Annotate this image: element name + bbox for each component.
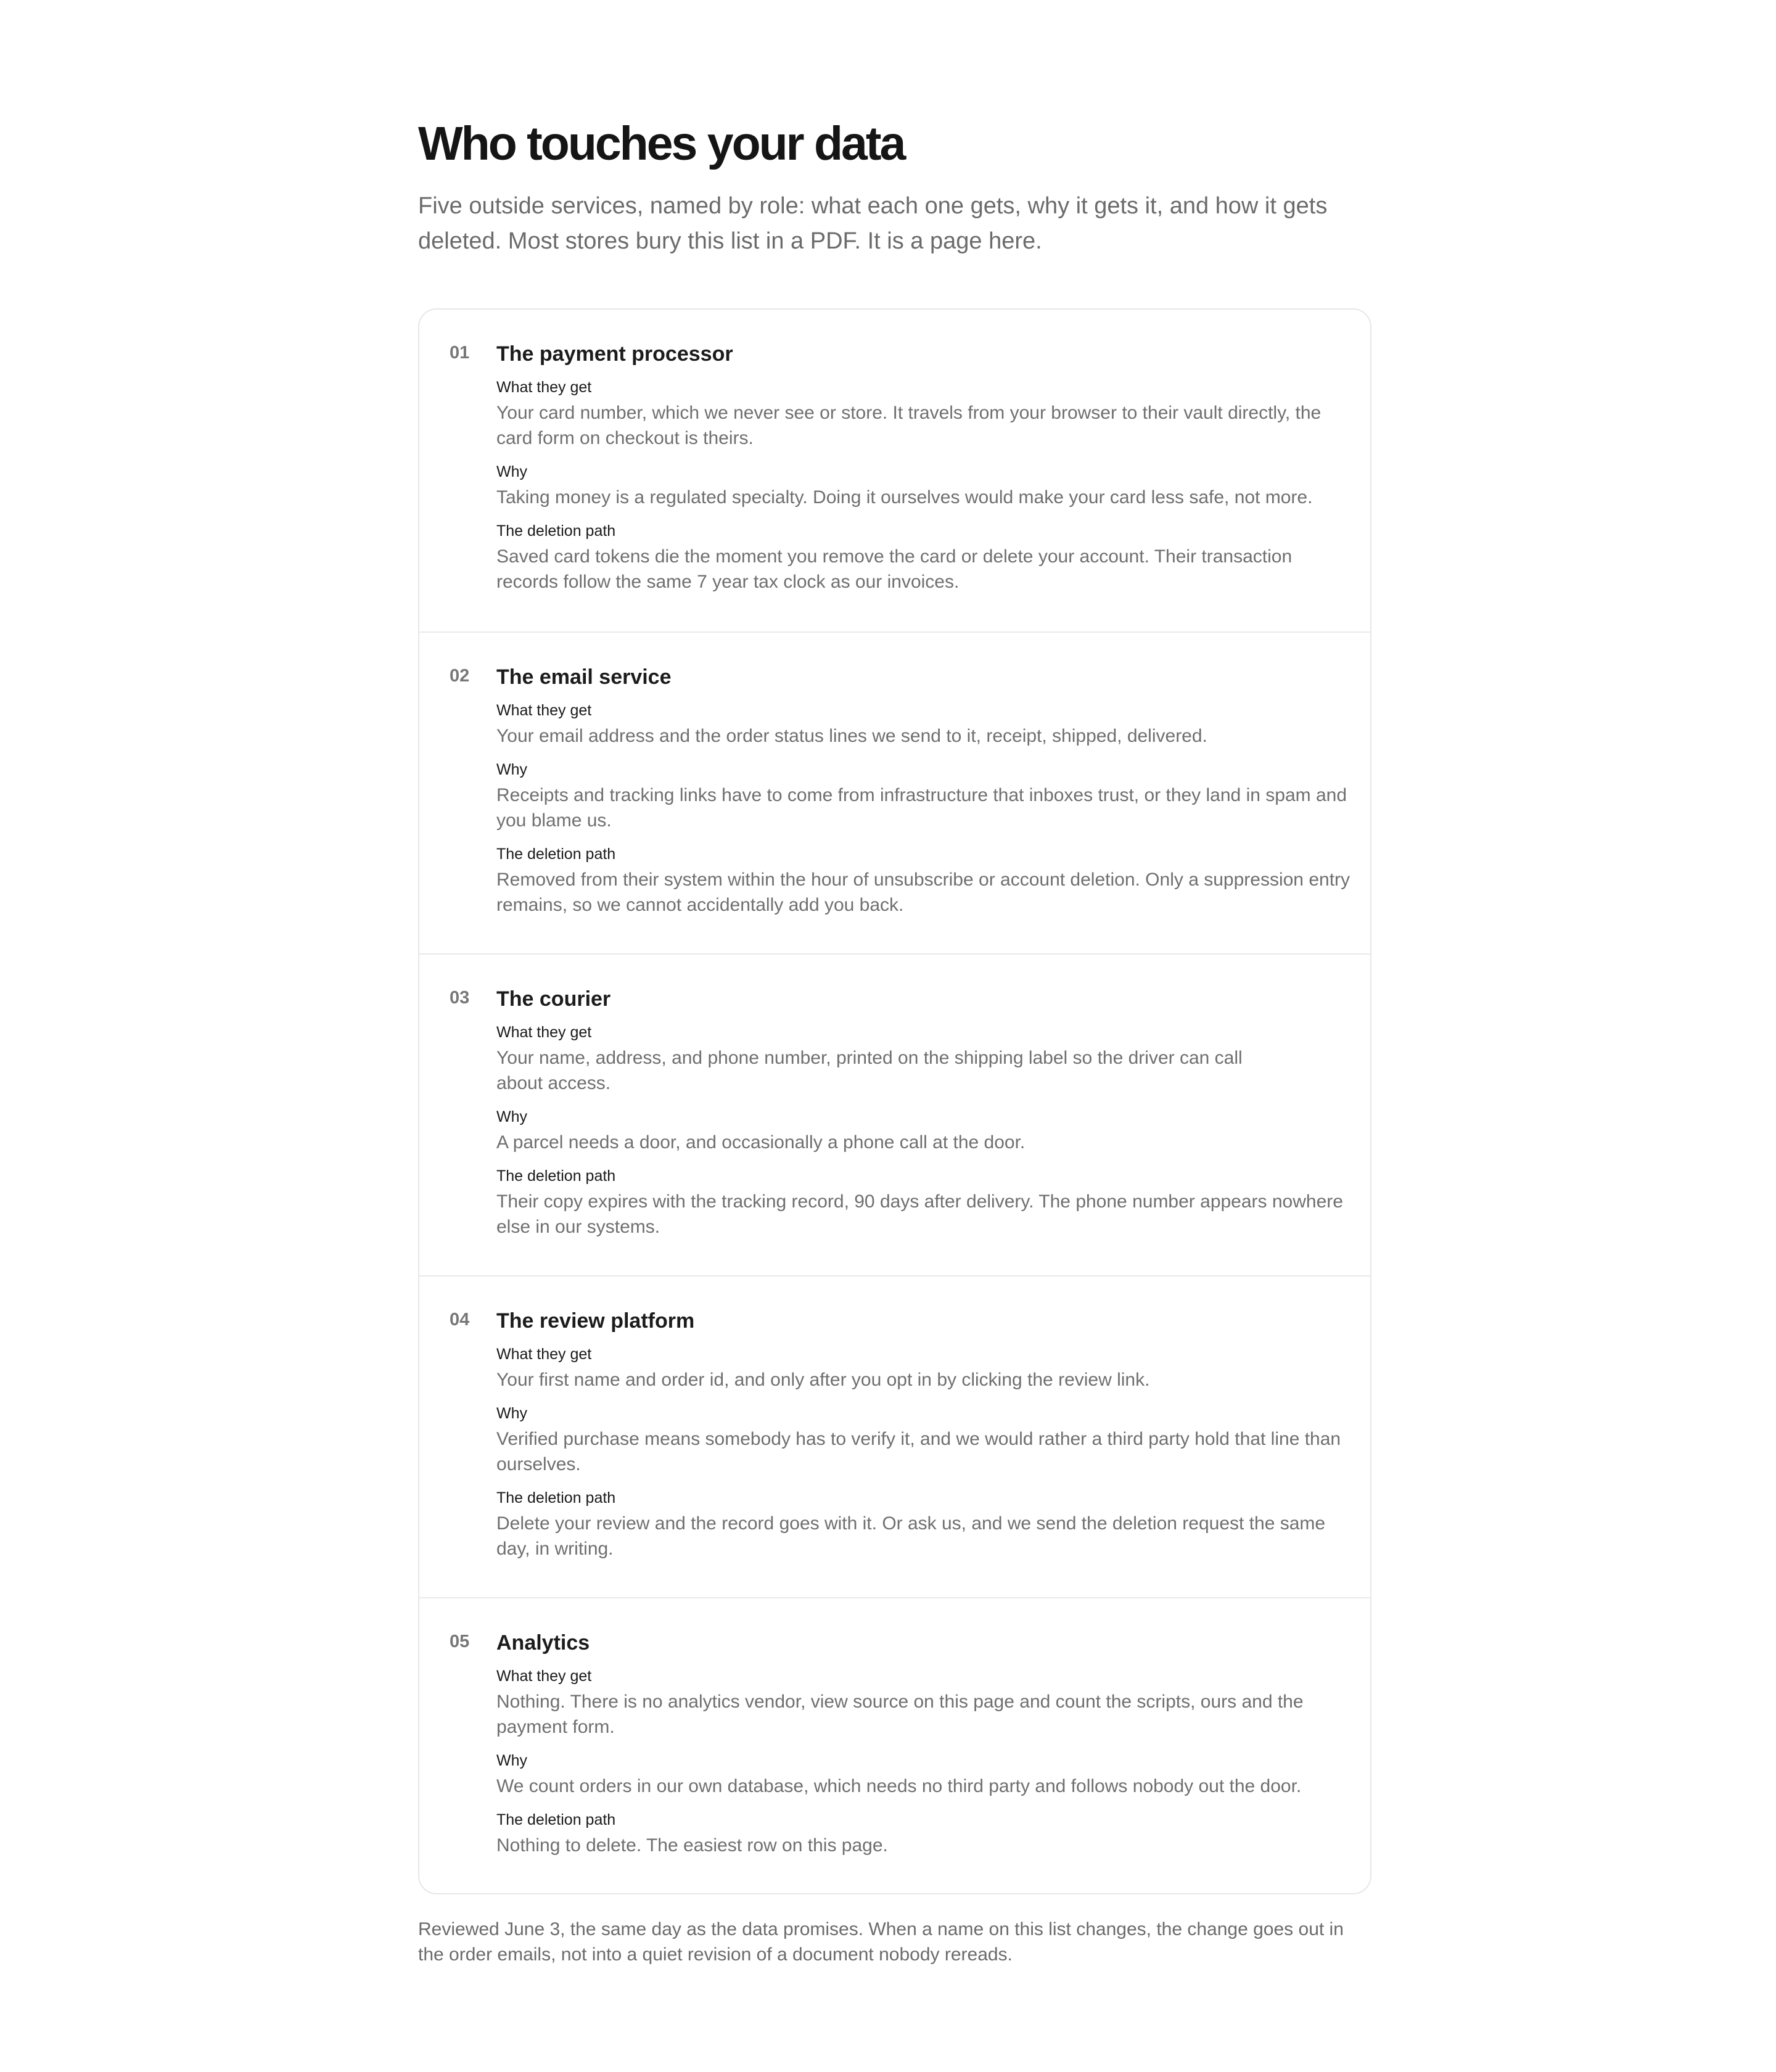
- what-text: Nothing. There is no analytics vendor, view source on this page and count the scripts, ours and the payment form.: [496, 1692, 1304, 1737]
- why-text: Taking money is a regulated specialty. Doing it ourselves would make your card less safe, not more.: [496, 487, 1313, 508]
- why-label: Why: [496, 1405, 527, 1422]
- service-row-email-service: [419, 631, 1370, 953]
- page-title: Who touches your data: [418, 117, 905, 170]
- review-footnote: Reviewed June 3, the same day as the data promises. When a name on this list changes, the change goes out in the order emails, not into a quiet revision of a document nobody rereads.: [418, 1919, 1344, 1965]
- row-body: [496, 1307, 1354, 1561]
- why-label: Why: [496, 1752, 527, 1769]
- row-number: 03: [450, 988, 470, 1008]
- why-label: Why: [496, 463, 527, 480]
- row-body: [496, 664, 1354, 918]
- what-text: Your name, address, and phone number, printed on the shipping label so the driver can call about access.: [496, 1048, 1243, 1093]
- service-title: The courier: [496, 987, 611, 1011]
- what-text: Your card number, which we never see or store. It travels from your browser to their vault directly, the card form on checkout is theirs.: [496, 403, 1322, 448]
- what-label: What they get: [496, 1024, 592, 1041]
- services-list: [418, 308, 1371, 1894]
- service-row-payment-processor: [419, 310, 1370, 631]
- why-label: Why: [496, 1108, 527, 1125]
- what-text: Your first name and order id, and only after you opt in by clicking the review link.: [496, 1370, 1150, 1390]
- deletion-label: The deletion path: [496, 1811, 616, 1828]
- service-row-courier: [419, 953, 1370, 1275]
- deletion-text: Removed from their system within the hour of unsubscribe or account deletion. Only a suppression entry remains, so we cannot accidentally add you back.: [496, 870, 1350, 915]
- deletion-text: Delete your review and the record goes with it. Or ask us, and we send the deletion request the same day, in writing.: [496, 1513, 1326, 1559]
- row-body: [496, 340, 1354, 594]
- why-text: Verified purchase means somebody has to verify it, and we would rather a third party hold that line than ourselves.: [496, 1429, 1341, 1474]
- service-title: The email service: [496, 665, 672, 689]
- why-text: We count orders in our own database, which needs no third party and follows nobody out the door.: [496, 1776, 1302, 1796]
- service-title: The payment processor: [496, 342, 733, 366]
- deletion-text: Their copy expires with the tracking record, 90 days after delivery. The phone number appears nowhere else in our systems.: [496, 1191, 1343, 1237]
- deletion-label: The deletion path: [496, 1489, 616, 1507]
- what-label: What they get: [496, 702, 592, 719]
- row-number: 05: [450, 1632, 470, 1651]
- service-title: The review platform: [496, 1309, 695, 1333]
- service-row-analytics: [419, 1597, 1370, 1894]
- row-number: 01: [450, 343, 470, 363]
- deletion-text: Saved card tokens die the moment you remove the card or delete your account. Their transaction records follow the same 7 year tax clock as our invoices.: [496, 546, 1293, 592]
- deletion-label: The deletion path: [496, 1167, 616, 1185]
- what-label: What they get: [496, 1667, 592, 1685]
- row-number: 02: [450, 666, 470, 686]
- what-label: What they get: [496, 1346, 592, 1363]
- row-number: 04: [450, 1310, 470, 1330]
- service-title: Analytics: [496, 1631, 590, 1655]
- deletion-label: The deletion path: [496, 845, 616, 863]
- page-intro: Five outside services, named by role: what each one gets, why it gets it, and how it gets deleted. Most stores bury this list in a PDF. It is a page here.: [418, 193, 1328, 254]
- row-body: [496, 1629, 1354, 1858]
- deletion-text: Nothing to delete. The easiest row on this page.: [496, 1835, 888, 1856]
- deletion-label: The deletion path: [496, 522, 616, 540]
- row-body: [496, 985, 1354, 1240]
- service-row-review-platform: [419, 1275, 1370, 1597]
- what-text: Your email address and the order status lines we send to it, receipt, shipped, delivered.: [496, 726, 1207, 746]
- why-text: A parcel needs a door, and occasionally a phone call at the door.: [496, 1132, 1026, 1153]
- why-text: Receipts and tracking links have to come from infrastructure that inboxes trust, or they land in spam and you blame us.: [496, 785, 1347, 831]
- what-label: What they get: [496, 379, 592, 396]
- why-label: Why: [496, 761, 527, 778]
